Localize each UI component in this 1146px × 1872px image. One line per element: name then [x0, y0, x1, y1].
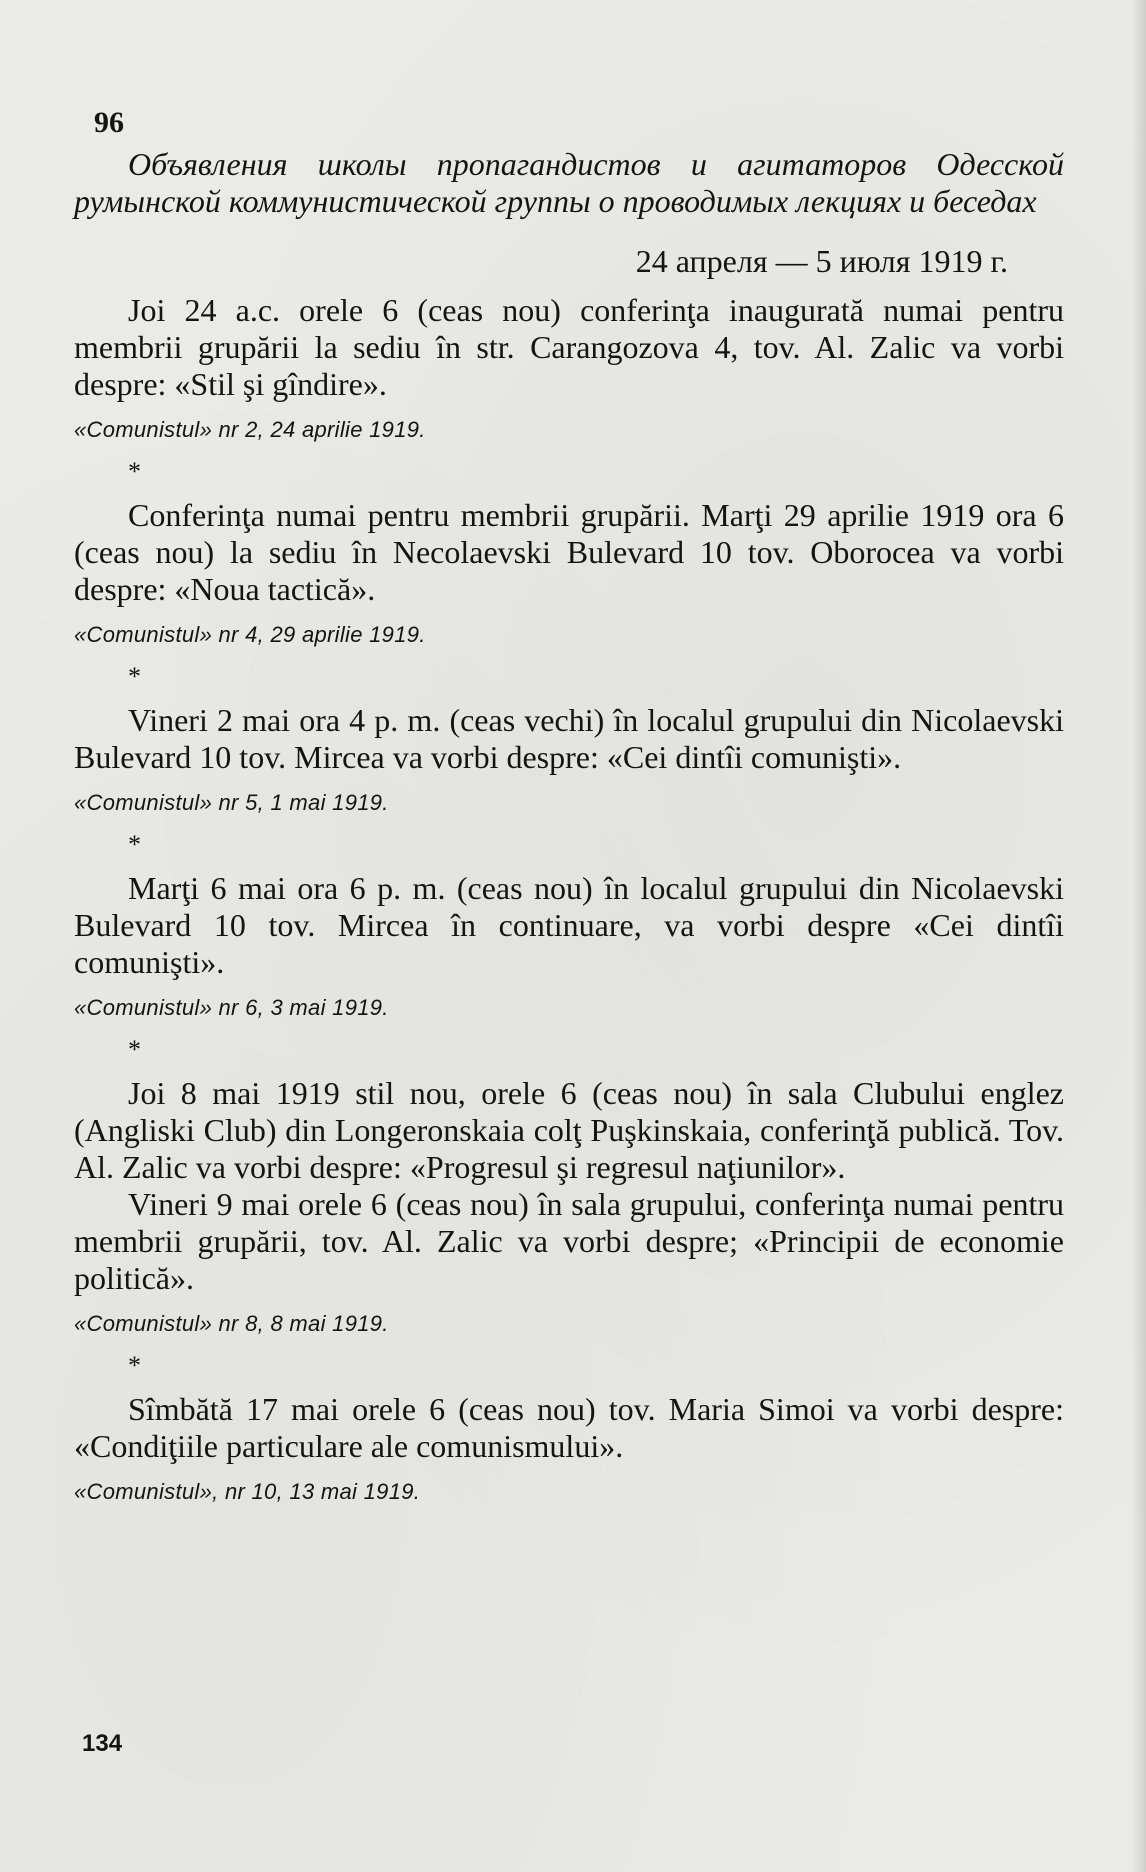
- separator-star: *: [128, 830, 141, 859]
- separator-star: *: [128, 1351, 141, 1380]
- separator-star: *: [128, 662, 141, 691]
- entry-source: «Comunistul» nr 4, 29 aprilie 1919.: [74, 622, 426, 647]
- announcement-entry: [74, 1391, 1064, 1465]
- entry-text: Vineri 2 mai ora 4 p. m. (ceas vechi) în localul grupului din Nicolaevski Bulevard 10 tov. Mircea va vorbi despre: «Cei dintîi comunişti».: [74, 702, 1064, 775]
- entry-source: «Comunistul», nr 10, 13 mai 1919.: [74, 1479, 421, 1504]
- entry-text: Joi 24 a.c. orele 6 (ceas nou) conferinţa inaugurată numai pentru membrii grupării la sediu în str. Carangozova 4, tov. Al. Zalic va vorbi despre: «Stil şi gîndire».: [74, 292, 1064, 402]
- entry-source: «Comunistul» nr 2, 24 aprilie 1919.: [74, 417, 426, 442]
- page-edge-shadow: [1132, 0, 1146, 1872]
- document-heading: [74, 146, 1064, 220]
- separator-star: *: [128, 1035, 141, 1064]
- page-number-top: 96: [94, 106, 124, 139]
- entry-text: Joi 8 mai 1919 stil nou, orele 6 (ceas nou) în sala Clubului englez (Angliski Club) din Longeronskaia colţ Puşkinskaia, conferinţă publică. Tov. Al. Zalic va vorbi despre: «Progresul şi regresul naţiunilor».: [74, 1075, 1064, 1185]
- entry-source: «Comunistul» nr 5, 1 mai 1919.: [74, 790, 389, 815]
- heading-text: Объявления школы пропагандистов и агитаторов Одесской румынской коммунистической группы о проводимых лекциях и беседах: [74, 146, 1064, 219]
- announcement-entry: [74, 497, 1064, 608]
- entry-source: «Comunistul» nr 6, 3 mai 1919.: [74, 995, 389, 1020]
- page-number-bottom: 134: [82, 1730, 123, 1757]
- entry-text: Vineri 9 mai orele 6 (ceas nou) în sala grupului, conferinţa numai pentru membrii grupării, tov. Al. Zalic va vorbi despre; «Principii de economie politică».: [74, 1186, 1064, 1296]
- announcement-entry: [74, 1075, 1064, 1186]
- separator-star: *: [128, 457, 141, 486]
- announcement-entry: [74, 292, 1064, 403]
- entry-text: Marţi 6 mai ora 6 p. m. (ceas nou) în localul grupului din Nicolaevski Bulevard 10 tov. Mircea în continuare, va vorbi despre «Cei dintîi comunişti».: [74, 870, 1064, 980]
- entry-source: «Comunistul» nr 8, 8 mai 1919.: [74, 1311, 389, 1336]
- announcement-entry: [74, 870, 1064, 981]
- entry-text: Sîmbătă 17 mai orele 6 (ceas nou) tov. Maria Simoi va vorbi despre: «Condiţiile particulare ale comunismului».: [74, 1391, 1064, 1464]
- text-column: [74, 106, 1064, 1521]
- entry-text: Conferinţa numai pentru membrii grupării. Marţi 29 aprilie 1919 ora 6 (ceas nou) la sediu în Necolaevski Bulevard 10 tov. Oborocea va vorbi despre: «Noua tactică».: [74, 497, 1064, 607]
- date-range: 24 апреля — 5 июля 1919 г.: [635, 243, 1008, 279]
- announcement-entry-continued: [74, 1186, 1064, 1297]
- announcement-entry: [74, 702, 1064, 776]
